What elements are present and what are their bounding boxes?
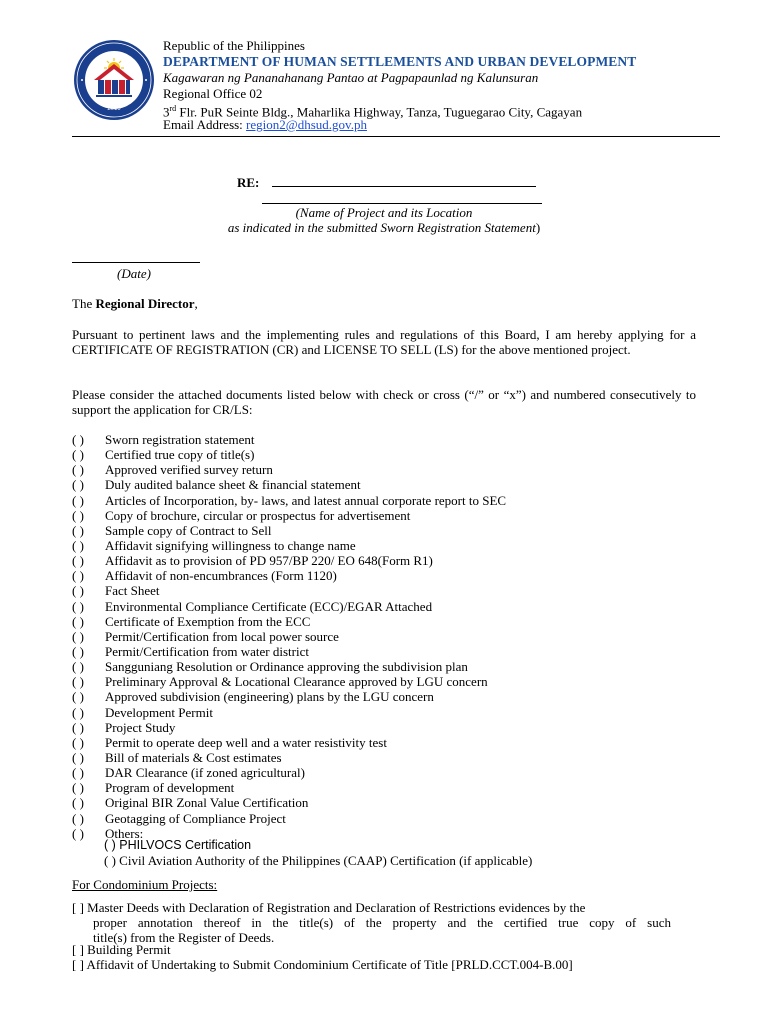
requirement-text: Others: [105, 825, 144, 841]
re-caption-close: ) [535, 220, 541, 235]
requirement-text: Project Study [105, 719, 176, 735]
list-item [72, 523, 712, 538]
requirement-checkbox: ( ) [72, 447, 84, 463]
requirement-text: Articles of Incorporation, by- laws, and latest annual corporate report to SEC [105, 492, 507, 508]
others-caap: ( ) Civil Aviation Authority of the Philippines (CAAP) Certification (if applicable) [104, 853, 533, 868]
list-item [72, 538, 712, 553]
documents-paragraph: Please consider the attached documents listed below with check or cross (“/” or “x”) and numbered consecutively to support the application for CR/LS: [72, 387, 696, 417]
requirement-text: Program of development [105, 780, 235, 796]
requirement-checkbox: ( ) [72, 659, 84, 675]
dhsud-logo [72, 38, 156, 122]
list-item [72, 583, 712, 598]
requirement-text: Permit/Certification from local power source [105, 628, 339, 644]
svg-text:2019: 2019 [107, 106, 121, 112]
dhsud-seal-icon [72, 38, 156, 122]
re-label: RE: [237, 175, 260, 190]
requirement-text: Environmental Compliance Certificate (ECC)/EGAR Attached [105, 598, 433, 614]
address-floor: 3 [163, 104, 170, 120]
address-sup: rd [169, 104, 177, 113]
requirement-text: Affidavit signifying willingness to change name [105, 537, 356, 553]
requirement-checkbox: ( ) [72, 643, 84, 659]
requirement-text: Sworn registration statement [105, 432, 255, 447]
list-item [72, 462, 712, 477]
requirement-checkbox: ( ) [72, 537, 84, 553]
list-item [72, 644, 712, 659]
requirement-checkbox: ( ) [72, 583, 84, 599]
requirement-checkbox: ( ) [72, 704, 84, 720]
requirement-text: Preliminary Approval & Locational Clearance approved by LGU concern [105, 674, 488, 690]
requirement-checkbox: ( ) [72, 432, 84, 447]
requirement-text: Certified true copy of title(s) [105, 447, 255, 463]
salutation-title: Regional Director [95, 296, 195, 311]
department-tagalog: Kagawaran ng Pananahanang Pantao at Pagpapaunlad ng Kalunsuran [163, 70, 539, 85]
re-line-1 [272, 186, 536, 187]
salutation-post: , [194, 296, 198, 311]
requirement-text: Approved subdivision (engineering) plans by the LGU concern [105, 689, 434, 705]
requirement-text: Fact Sheet [105, 583, 160, 599]
application-paragraph: Pursuant to pertinent laws and the implementing rules and regulations of this Board, I am hereby applying for a CERTIFICATE OF REGISTRATION (CR) and LICENSE TO SELL (LS) for the above mentioned project. [72, 327, 696, 357]
requirement-text: Certificate of Exemption from the ECC [105, 613, 311, 629]
date-line [72, 262, 200, 263]
requirement-checkbox: ( ) [72, 507, 84, 523]
date-caption: (Date) [117, 266, 151, 281]
others-philvocs: ( ) PHILVOCS Certification [104, 838, 252, 852]
re-line-2 [262, 203, 542, 204]
header-divider [72, 136, 720, 137]
list-item [72, 765, 712, 780]
list-item [72, 432, 712, 447]
requirement-checkbox: ( ) [72, 492, 84, 508]
requirement-checkbox: ( ) [72, 674, 84, 690]
list-item [72, 493, 712, 508]
requirement-text: Approved verified survey return [105, 462, 273, 478]
requirement-checkbox: ( ) [72, 810, 84, 826]
requirement-checkbox: ( ) [72, 689, 84, 705]
requirement-text: Affidavit of non-encumbrances (Form 1120) [105, 568, 337, 584]
list-item [72, 447, 712, 462]
requirement-text: Copy of brochure, circular or prospectus for advertisement [105, 507, 411, 523]
email-line [163, 117, 367, 133]
requirement-checkbox: ( ) [72, 553, 84, 569]
list-item [72, 674, 712, 689]
list-item [72, 614, 712, 629]
email-link[interactable]: region2@dhsud.gov.ph [246, 117, 367, 132]
condo-building-permit: [ ] Building Permit [72, 942, 171, 957]
requirement-checkbox: ( ) [72, 765, 84, 781]
requirement-text: Geotagging of Compliance Project [105, 810, 286, 826]
condo-heading: For Condominium Projects: [72, 877, 218, 892]
requirement-checkbox: ( ) [72, 825, 84, 841]
list-item [72, 689, 712, 704]
requirement-text: DAR Clearance (if zoned agricultural) [105, 765, 305, 781]
requirement-text: Sangguniang Resolution or Ordinance approving the subdivision plan [105, 659, 468, 675]
list-item [72, 705, 712, 720]
address-rest: Flr. PuR Seinte Bldg., Maharlika Highway, Tanza, Tuguegarao City, Cagayan [176, 104, 583, 120]
requirement-checkbox: ( ) [72, 598, 84, 614]
requirement-text: Original BIR Zonal Value Certification [105, 795, 309, 811]
list-item [72, 477, 712, 492]
requirement-text: Permit/Certification from water district [105, 643, 309, 659]
list-item [72, 750, 712, 765]
requirement-text: Permit to operate deep well and a water resistivity test [105, 734, 387, 750]
requirement-checkbox: ( ) [72, 522, 84, 538]
re-caption-line2 [0, 220, 768, 235]
list-item [72, 508, 712, 523]
requirement-checkbox: ( ) [72, 462, 84, 478]
condo-master-deeds-line2: proper annotation thereof in the title(s) of the property and the certified true copy of such [93, 915, 671, 930]
re-caption-text: as indicated in the submitted Sworn Registration Statement [227, 220, 536, 235]
requirement-checkbox: ( ) [72, 628, 84, 644]
requirement-checkbox: ( ) [72, 568, 84, 584]
list-item [72, 553, 712, 568]
list-item [72, 795, 712, 810]
republic-line: Republic of the Philippines [163, 38, 305, 53]
list-item [72, 780, 712, 795]
salutation [72, 296, 198, 311]
requirement-text: Duly audited balance sheet & financial statement [105, 477, 361, 493]
list-item [72, 720, 712, 735]
requirement-checkbox: ( ) [72, 780, 84, 796]
list-item [72, 811, 712, 826]
list-item [72, 735, 712, 750]
list-item [72, 629, 712, 644]
requirements-list [72, 432, 712, 841]
list-item [72, 659, 712, 674]
department-name: DEPARTMENT OF HUMAN SETTLEMENTS AND URBAN DEVELOPMENT [163, 54, 637, 69]
list-item [72, 568, 712, 583]
requirement-text: Bill of materials & Cost estimates [105, 749, 282, 765]
salutation-pre: The [72, 296, 96, 311]
requirement-checkbox: ( ) [72, 613, 84, 629]
requirement-text: Sample copy of Contract to Sell [105, 522, 272, 538]
condo-affidavit: [ ] Affidavit of Undertaking to Submit Condominium Certificate of Title [PRLD.CCT.004-B.00] [72, 957, 573, 972]
requirement-text: Affidavit as to provision of PD 957/BP 220/ EO 648(Form R1) [105, 553, 433, 569]
condo-master-deeds-line1: [ ] Master Deeds with Declaration of Registration and Declaration of Restrictions evidences by the [72, 900, 586, 915]
condo-master-deeds-line3: title(s) from the Register of Deeds. [93, 930, 275, 945]
requirement-checkbox: ( ) [72, 749, 84, 765]
list-item [72, 599, 712, 614]
re-caption-line1: (Name of Project and its Location [295, 205, 473, 220]
requirement-text: Development Permit [105, 704, 213, 720]
email-label: Email Address: [163, 117, 247, 132]
requirement-checkbox: ( ) [72, 795, 84, 811]
requirement-checkbox: ( ) [72, 477, 84, 493]
requirement-checkbox: ( ) [72, 734, 84, 750]
requirement-checkbox: ( ) [72, 719, 84, 735]
regional-office: Regional Office 02 [163, 86, 263, 101]
